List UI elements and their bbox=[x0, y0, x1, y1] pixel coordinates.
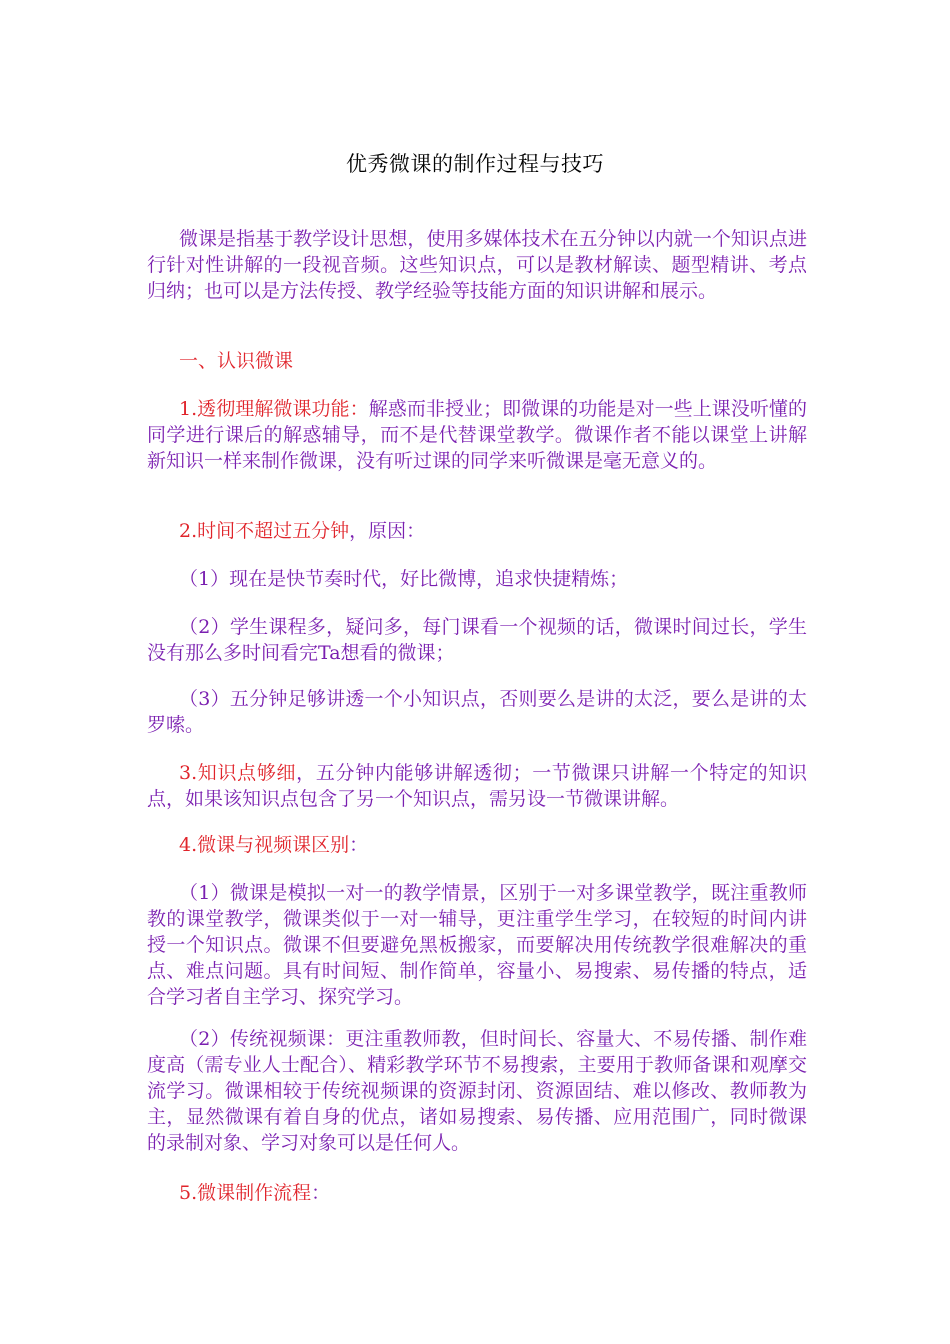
document-title: 优秀微课的制作过程与技巧 bbox=[346, 152, 604, 176]
section-heading-understanding: 一、认识微课 bbox=[179, 350, 294, 372]
point-2-item-2: （2）学生课程多，疑问多，每门课看一个视频的话，微课时间过长，学生没有那么多时间看完Ta想看的微课； bbox=[147, 616, 807, 664]
point-2-lead: 2.时间不超过五分钟 bbox=[179, 520, 350, 542]
point-4-item-2: （2）传统视频课：更注重教师教，但时间长、容量大、不易传播、制作难度高（需专业人士配合）、精彩教学环节不易搜索，主要用于教师备课和观摩交流学习。微课相较于传统视频课的资源封闭、资源固结、难以修改、教师教为主，显然微课有着自身的优点，诸如易搜索、易传播、应用范围广，同时微课的录制对象、学习对象可以是任何人。 bbox=[147, 1028, 807, 1154]
point-5-paragraph bbox=[147, 1180, 807, 1206]
point-5-lead: 5.微课制作流程 bbox=[179, 1182, 312, 1204]
point-4-item-1: （1）微课是模拟一对一的教学情景，区别于一对多课堂教学，既注重教师教的课堂教学，微课类似于一对一辅导，更注重学生学习，在较短的时间内讲授一个知识点。微课不但要避免黑板搬家，而要解决用传统教学很难解决的重点、难点问题。具有时间短、制作简单，容量小、易搜索、易传播的特点，适合学习者自主学习、探究学习。 bbox=[147, 882, 807, 1008]
point-5-body: ： bbox=[311, 1182, 331, 1204]
point-4-lead: 4.微课与视频课区别 bbox=[179, 834, 350, 856]
point-2-paragraph bbox=[147, 518, 807, 544]
point-2-item-1: （1）现在是快节奏时代，好比微博，追求快捷精炼； bbox=[179, 568, 629, 590]
point-4-body: ： bbox=[349, 834, 369, 856]
point-1-lead: 1.透彻理解微课功能： bbox=[179, 398, 369, 420]
point-3-paragraph bbox=[147, 760, 807, 812]
point-1-paragraph bbox=[147, 396, 807, 474]
point-3-lead: 3.知识点够细 bbox=[179, 762, 297, 784]
point-2-body: ，原因： bbox=[349, 520, 426, 542]
intro-paragraph: 微课是指基于教学设计思想，使用多媒体技术在五分钟以内就一个知识点进行针对性讲解的一段视音频。这些知识点，可以是教材解读、题型精讲、考点归纳；也可以是方法传授、教学经验等技能方面的知识讲解和展示。 bbox=[147, 228, 807, 302]
point-2-item-3: （3）五分钟足够讲透一个小知识点，否则要么是讲的太泛，要么是讲的太罗嗦。 bbox=[147, 688, 807, 736]
point-1-body: 解惑而非授业；即微课的功能是对一些上课没听懂的同学进行课后的解惑辅导，而不是代替课堂教学。微课作者不能以课堂上讲解新知识一样来制作微课，没有听过课的同学来听微课是毫无意义的。 bbox=[147, 398, 807, 472]
point-3-body: ，五分钟内能够讲解透彻；一节微课只讲解一个特定的知识点，如果该知识点包含了另一个知识点，需另设一节微课讲解。 bbox=[147, 762, 807, 810]
point-4-paragraph bbox=[147, 832, 807, 858]
